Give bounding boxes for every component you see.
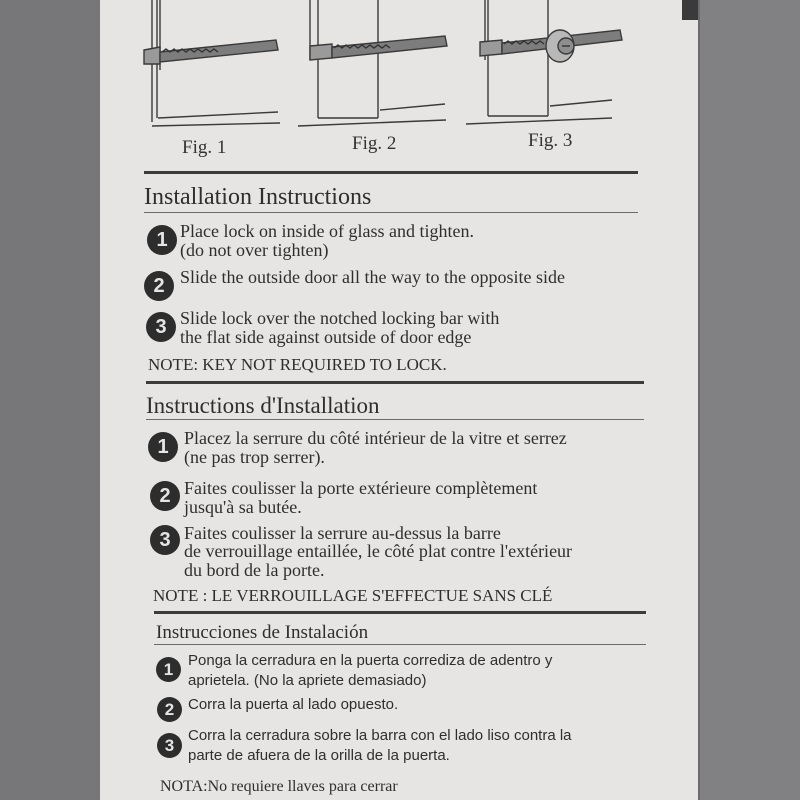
english-step-1-line-1: Place lock on inside of glass and tighten. (180, 221, 474, 241)
french-step-2-line-2: jusqu'à sa butée. (184, 497, 302, 517)
english-step-2-line-1: Slide the outside door all the way to the opposite side (180, 267, 565, 287)
french-step-2-line-1: Faites coulisser la porte extérieure complètement (184, 478, 538, 498)
fig-3-illustration (466, 0, 622, 124)
english-step-3-line-1: Slide lock over the notched locking bar with (180, 308, 500, 328)
background-left (0, 0, 100, 800)
spanish-step-3-number: 3 (157, 733, 182, 758)
fig-1-illustration (144, 0, 280, 126)
french-step-2-number: 2 (150, 481, 180, 511)
french-step-3-number: 3 (150, 525, 180, 555)
english-title: Installation Instructions (144, 184, 372, 210)
french-title-underline (146, 419, 644, 420)
spanish-step-2-line-1: Corra la puerta al lado opuesto. (188, 696, 399, 713)
english-title-underline (144, 212, 638, 213)
english-step-3-number: 3 (146, 312, 176, 342)
fig-1-label: Fig. 1 (182, 137, 227, 158)
background-right (700, 0, 800, 800)
french-step-1-line-2: (ne pas trop serrer). (184, 447, 325, 467)
spanish-title: Instrucciones de Instalación (156, 622, 369, 643)
english-step-1-line-2: (do not over tighten) (180, 240, 329, 260)
fig-2-label: Fig. 2 (352, 133, 397, 154)
spanish-note: NOTA:No requiere llaves para cerrar (160, 778, 398, 795)
spanish-title-underline (154, 644, 646, 645)
french-top-rule (146, 381, 644, 384)
spanish-top-rule (154, 611, 646, 614)
french-step-1-line-1: Placez la serrure du côté intérieur de la vitre et serrez (184, 428, 567, 448)
english-step-1-number: 1 (147, 225, 177, 255)
english-note: NOTE: KEY NOT REQUIRED TO LOCK. (148, 355, 447, 374)
spanish-step-3-line-2: parte de afuera de la orilla de la puerta. (188, 747, 450, 764)
french-step-1-number: 1 (148, 432, 178, 462)
french-step-3-line-1: Faites coulisser la serrure au-dessus la barre (184, 523, 501, 543)
french-note: NOTE : LE VERROUILLAGE S'EFFECTUE SANS CLÉ (153, 586, 553, 605)
english-step-2-number: 2 (144, 271, 174, 301)
french-step-3-line-3: du bord de la porte. (184, 560, 325, 580)
fig-2-illustration (298, 0, 447, 126)
spanish-step-3-line-1: Corra la cerradura sobre la barra con el lado liso contra la (188, 727, 572, 744)
english-step-3-line-2: the flat side against outside of door edge (180, 327, 472, 347)
english-top-rule (144, 171, 638, 174)
spanish-step-1-line-2: aprietela. (No la apriete demasiado) (188, 672, 427, 689)
french-title: Instructions d'Installation (146, 393, 380, 418)
spanish-step-1-line-1: Ponga la cerradura en la puerta corrediza de adentro y (188, 652, 553, 669)
instruction-card (100, 0, 698, 800)
french-step-3-line-2: de verrouillage entaillée, le côté plat contre l'extérieur (184, 541, 573, 561)
spanish-step-2-number: 2 (157, 697, 182, 722)
fig-3-label: Fig. 3 (528, 130, 573, 151)
spanish-step-1-number: 1 (156, 657, 181, 682)
